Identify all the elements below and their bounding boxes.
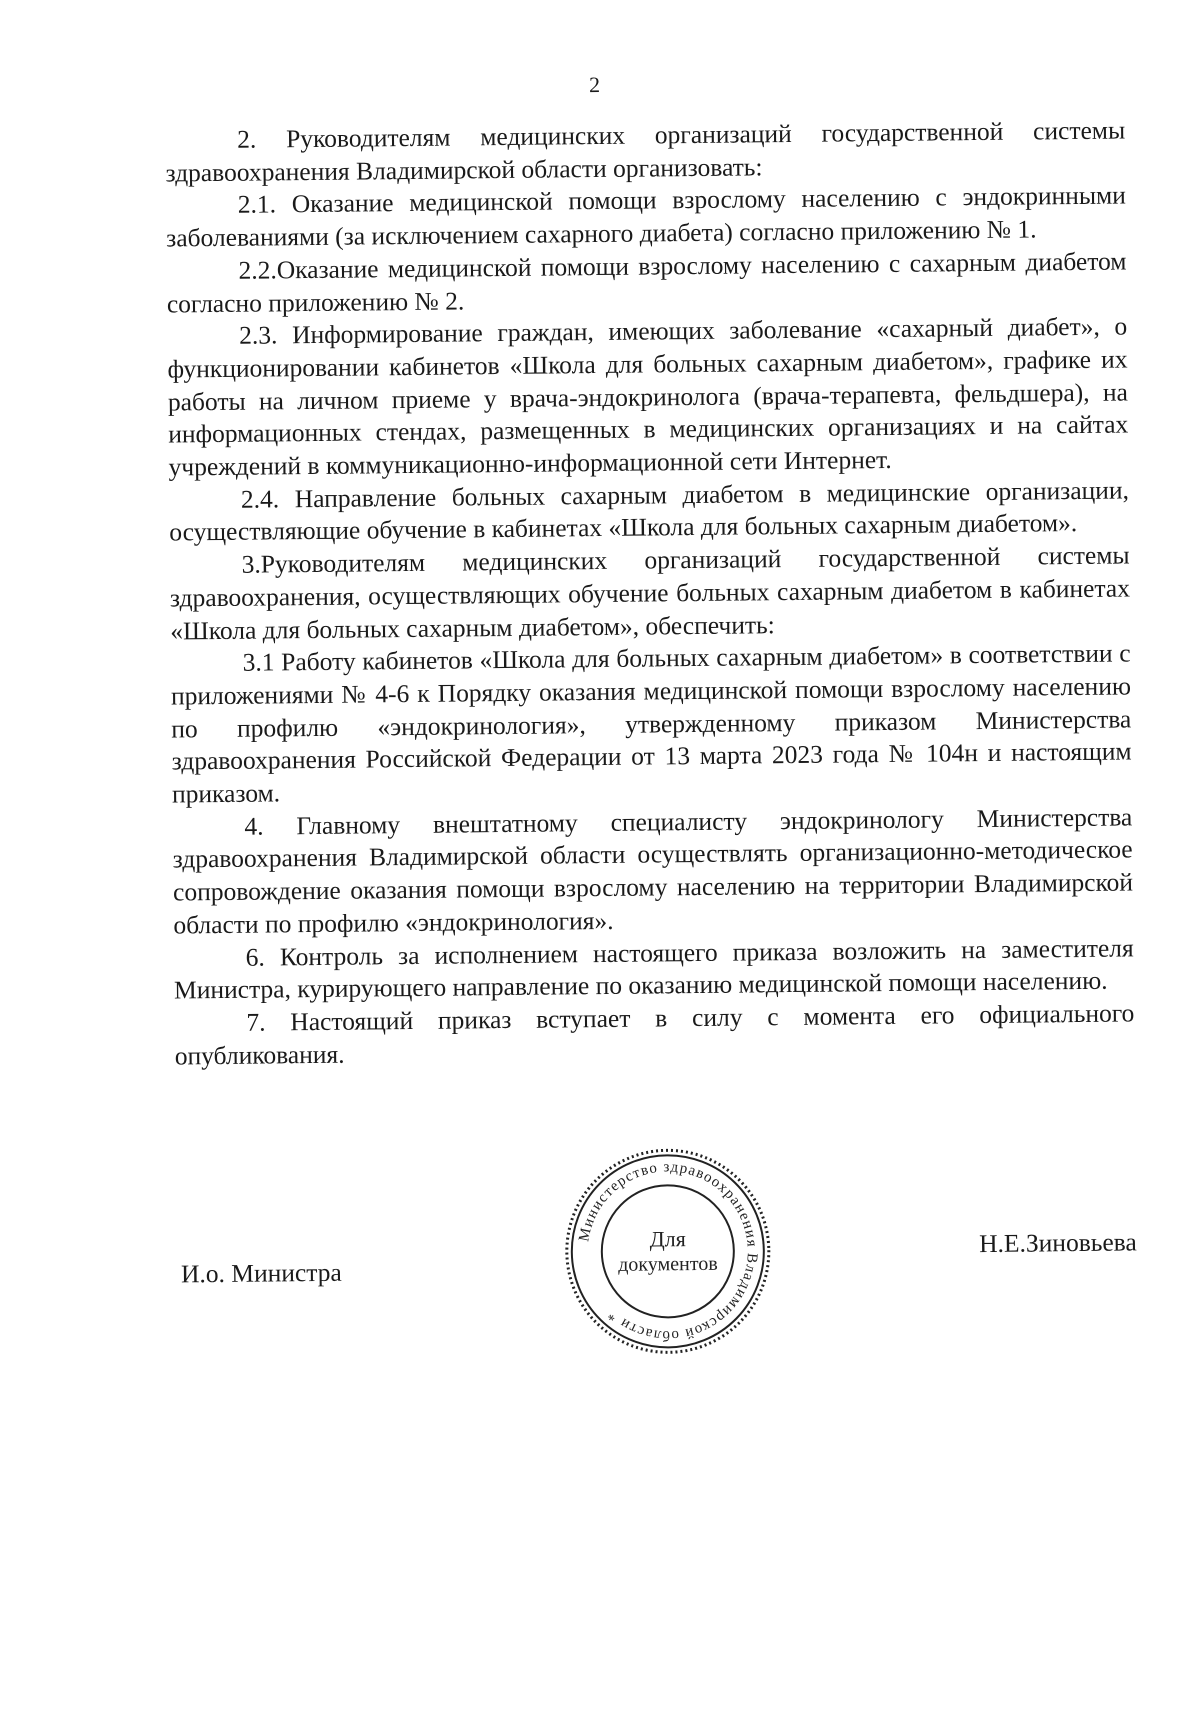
stamp-center-line2: документов <box>618 1252 718 1276</box>
paragraph-7: 7. Настоящий приказ вступает в силу с момента его официального опубликования. <box>174 998 1135 1071</box>
paragraph-6: 6. Контроль за исполнением настоящего приказа возложить на заместителя Министра, курирующего направление по оказанию медицинской помощи населению. <box>173 933 1134 1005</box>
paragraph-2-1: 2.1. Оказание медицинской помощи взрослому населению с эндокринными заболеваниями (за исключением сахарного диабета) согласно приложению № 1. <box>166 180 1126 253</box>
signatory-name: Н.Е.Зиновьева <box>979 1227 1137 1259</box>
stamp-center-line1: Для <box>649 1226 686 1252</box>
paragraph-2: 2. Руководителям медицинских организаций государственной системы здравоохранения Владимирской области организовать: <box>165 115 1126 188</box>
order-body <box>165 114 1135 1072</box>
paragraph-4: 4. Главному внештатному специалисту эндокринологу Министерства здравоохранения Владимирской области осуществлять организационно-методическое сопровождение оказания помощи взрослому населению на территории Владимирской области по профилю «эндокринология». <box>172 802 1134 940</box>
page-number: 2 <box>588 71 601 98</box>
paragraph-3: 3.Руководителям медицинских организаций государственной системы здравоохранения, осуществляющих обучение больных сахарным диабетом в кабинетах «Школа для больных сахарным диабетом», обеспечить: <box>169 540 1131 646</box>
signatory-title: И.о. Министра <box>180 1257 342 1289</box>
stamp-ring-text: Министерство здравоохранения Владимирской области * <box>576 1159 760 1344</box>
paragraph-2-4: 2.4. Направление больных сахарным диабетом в медицинские организации, осуществляющие обучение в кабинетах «Школа для больных сахарным диабетом». <box>169 475 1130 547</box>
paragraph-2-2: 2.2.Оказание медицинской помощи взрослому населению с сахарным диабетом согласно приложению № 2. <box>166 246 1127 319</box>
paragraph-2-3: 2.3. Информирование граждан, имеющих заболевание «сахарный диабет», о функционировании кабинетов «Школа для больных сахарным диабетом», графике их работы на личном приеме у врача-эндокринолога (врача-терапевта, фельдшера), на информационных стендах, размещенных в медицинских организациях и на сайтах учреждений в коммуникационно-информационной сети Интернет. <box>167 311 1129 482</box>
official-stamp <box>562 1145 774 1357</box>
paragraph-3-1: 3.1 Работу кабинетов «Школа для больных сахарным диабетом» в соответствии с приложениями № 4-6 к Порядку оказания медицинской помощи взрослому населению по профилю «эндокринология», утвержденному приказом Министерства здравоохранения Российской Федерации от 13 марта 2023 года № 104н и настоящим приказом. <box>170 638 1132 809</box>
